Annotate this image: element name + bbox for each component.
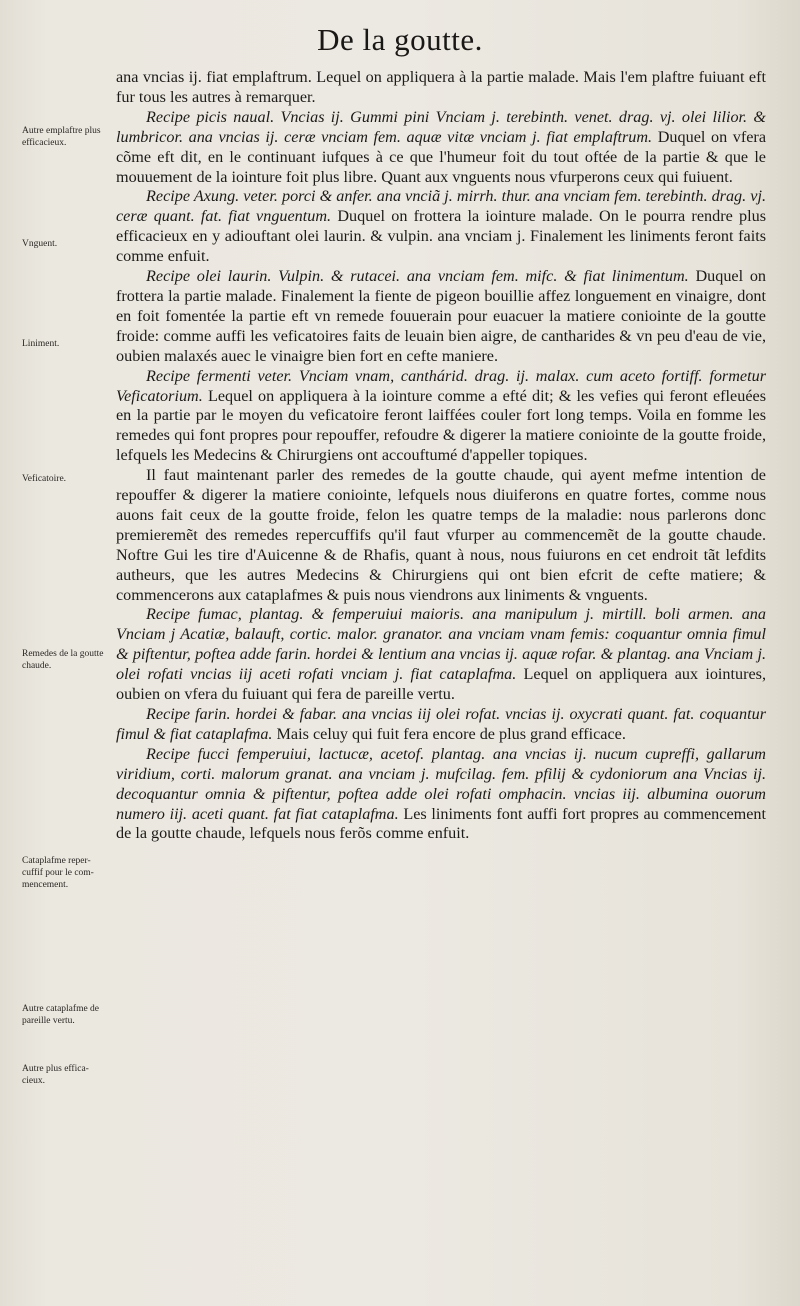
margin-note-veficatoire: Veficatoire. bbox=[22, 474, 67, 484]
main-text-column bbox=[116, 68, 766, 844]
paragraph-continuation: ana vncias ij. fiat emplaftrum. Lequel on appliquera à la partie malade. Mais l'em plaftre fuiuant eft fur tous les autres à remarquer. bbox=[116, 68, 766, 106]
margin-note-autre-plus-efficacieux: Autre plus effica-cieux. bbox=[22, 1064, 89, 1086]
recipe-veficatoire: Recipe fermenti veter. Vnciam vnam, canthárid. drag. ij. malax. cum aceto fortiff. formetur Veficatorium. bbox=[116, 366, 766, 405]
paragraph-goutte-chaude: Il faut maintenant parler des remedes de la goutte chaude, qui ayent mefme intention de repouffer & digerer la matiere coniointe, lefquels nous diuiferons en quatre fortes, comme nous auons fait ceux de la goutte froide, felon les quatre temps de la maladie: nous parlerons donc premieremẽt des remedes repercuffifs qu'il faut vfurper au commencemẽt de la goutte chaude. Noftre Gui les tire d'Auicenne & de Rhafis, quant à nous, nous fuiurons en cet endroit tãt lefdits autheurs, que les autres Medecins & Chirurgiens qui ont bien efcrit de cefte matiere; & commencerons aux cataplafmes & puis nous viendrons aux liniments & vnguents. bbox=[116, 466, 766, 604]
margin-note-autre-cataplafme: Autre cataplafme de pareille vertu. bbox=[22, 1004, 100, 1026]
margin-note-vnguent: Vnguent. bbox=[22, 239, 58, 249]
margin-note-liniment: Liniment. bbox=[22, 339, 60, 349]
margin-note-remedes-goutte-chaude: Remedes de la goutte chaude. bbox=[22, 649, 104, 671]
paragraph-autre-cataplafme: Recipe farin. hordei & fabar. ana vncias iij olei rofat. vncias ij. oxycrati quant. fat. coquantur fimul & fiat cataplafma. Mais celuy qui fuit fera encore de plus grand efficace. bbox=[116, 705, 766, 743]
paragraph-vnguent: Recipe Axung. veter. porci & anfer. ana vnciã j. mirrh. thur. ana vnciam fem. terebinth. drag. vj. ceræ quant. fat. fiat vnguentum. Duquel on frottera la iointure malade. On le pourra rendre plus efficacieux en y adiouftant olei laurin. & vulpin. ana vnciam j. Finalement les liniments feront faits comme enfuit. bbox=[116, 187, 766, 266]
paragraph-emplastre: Recipe picis naual. Vncias ij. Gummi pini Vnciam j. terebinth. venet. drag. vj. olei lilior. & lumbricor. ana vncias ij. ceræ vnciam fem. aquæ vitæ vnciam j. fiat emplaftrum. Duquel on vfera cõme eft dit, en le continuant iufques à ce que l'humeur foit du tout oftée de la partie & que le mouuement de la iointure foit plus libre. Quant aux vnguents nous vfurperons ceux qui fuiuent. bbox=[116, 107, 767, 186]
recipe-vnguent: Recipe Axung. veter. porci & anfer. ana vnciã j. mirrh. thur. ana vnciam fem. terebinth. drag. vj. ceræ quant. fat. fiat vnguentum. bbox=[116, 187, 766, 226]
recipe-liniment: Recipe olei laurin. Vulpin. & rutacei. ana vnciam fem. mifc. & fiat linimentum. bbox=[146, 267, 689, 286]
paragraph-plus-efficacieux: Recipe fucci femperuiui, lactucæ, acetof. plantag. ana vncias ij. nucum cupreffi, gallarum viridium, corti. malorum granat. ana vnciam j. mufcilag. fem. pfilij & cydoniorum ana Vncias ij. decoquantur omnia & piftentur, poftea adde olei rofati omphacin. vncias iij. albumina ouorum numero iij. aceti quant. fat fiat cataplafma. Les liniments font auffi fort propres au commencement de la goutte chaude, lefquels nous ferõs comme enfuit. bbox=[116, 744, 766, 843]
margin-note-cataplafme-repercuffif: Cataplafme reper-cuffif pour le com-mencement. bbox=[22, 856, 94, 890]
margin-note-autre-emplastre: Autre emplaftre plus efficacieux. bbox=[22, 126, 101, 148]
recipe-cataplafme-repercuffif: Recipe fumac, plantag. & femperuiui maioris. ana manipulum j. mirtill. boli armen. ana Vnciam j Acatiæ, balauft, cortic. malor. granator. ana vnciam vnam femis: coquantur omnia fimul & piftentur, poftea adde farin. hordei & lentium ana vncias ij. aquæ rofar. & plantag. ana Vnciam j. olei rofati vncias iij aceti rofati vnciam j. fiat cataplafma. bbox=[116, 605, 766, 684]
recipe-autre-cataplafme: Recipe farin. hordei & fabar. ana vncias iij olei rofat. vncias ij. oxycrati quant. fat. coquantur fimul & fiat cataplafma. bbox=[116, 705, 766, 743]
paragraph-cataplafme-repercuffif: Recipe fumac, plantag. & femperuiui maioris. ana manipulum j. mirtill. boli armen. ana Vnciam j Acatiæ, balauft, cortic. malor. granator. ana vnciam vnam femis: coquantur omnia fimul & piftentur, poftea adde farin. hordei & lentium ana vncias ij. aquæ rofar. & plantag. ana Vnciam j. olei rofati vncias iij aceti rofati vnciam j. fiat cataplafma. Lequel on appliquera aux iointures, oubien on vfera du fuiuant qui fera de pareille vertu. bbox=[116, 605, 767, 704]
recipe-emplastre: Recipe picis naual. Vncias ij. Gummi pini Vnciam j. terebinth. venet. drag. vj. olei lilior. & lumbricor. ana vncias ij. ceræ vnciam fem. aquæ vitæ vnciam j. fiat emplaftrum. bbox=[116, 107, 766, 146]
page-title: De la goutte. bbox=[317, 22, 483, 57]
paragraph-veficatoire: Recipe fermenti veter. Vnciam vnam, canthárid. drag. ij. malax. cum aceto fortiff. formetur Veficatorium. Lequel on appliquera à la iointure comme a efté dit; & les vefies qui feront efleuées en la partie par le moyen du veficatoire feront laiffées couler fort long temps. Voila en fomme les remedes qui font propres pour repouffer, refoudre & digerer la matiere coniointe de la goutte froide, lefquels les Medecins & Chirurgiens ont accouftumé d'appeller topiques. bbox=[116, 366, 767, 465]
recipe-plus-efficacieux: Recipe fucci femperuiui, lactucæ, acetof. plantag. ana vncias ij. nucum cupreffi, gallarum viridium, corti. malorum granat. ana vnciam j. mufcilag. fem. pfilij & cydoniorum ana Vncias ij. decoquantur omnia & piftentur, poftea adde olei rofati omphacin. vncias iij. albumina ouorum numero iij. aceti quant. fat fiat cataplafma. bbox=[116, 744, 766, 823]
paragraph-liniment: Recipe olei laurin. Vulpin. & rutacei. ana vnciam fem. mifc. & fiat linimentum. Duquel on frottera la partie malade. Finalement la fiente de pigeon bouillie affez longuement en vinaigre, dont en foit fomentée la partie eft vn remede fouuerain pour euacuer la matiere coniointe de la goutte froide: comme auffi les veficatoires faits de leuain bien aigre, de cantharides & vn peu d'eau de vie, oubien malaxés auec le vinaigre bien fort en cefte maniere. bbox=[116, 267, 767, 365]
